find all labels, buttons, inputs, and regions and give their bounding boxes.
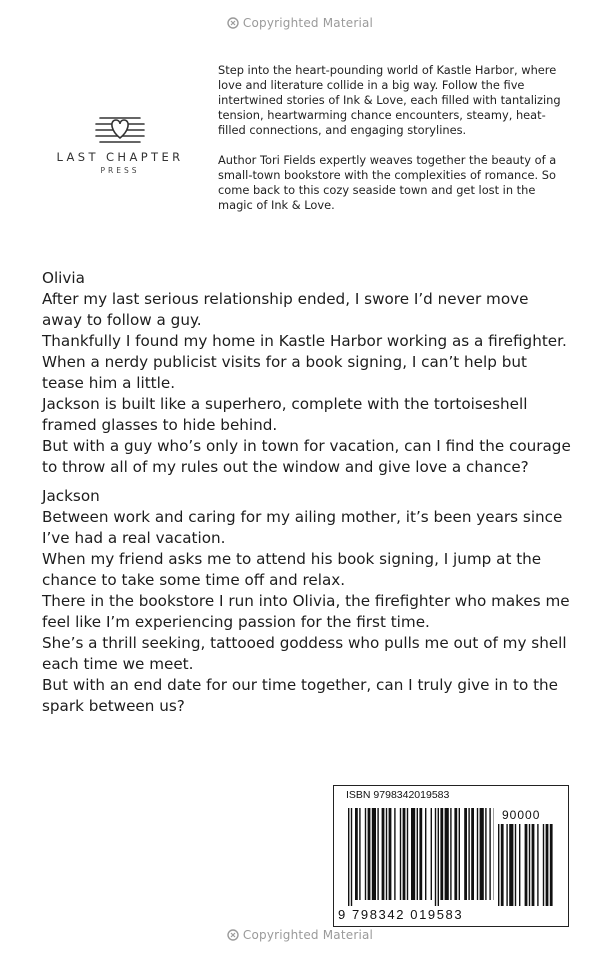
- story-line: After my last serious relationship ended, I swore I’d never move away to follow a guy.: [42, 290, 529, 329]
- barcode-bar: [546, 824, 549, 906]
- barcode-bar: [480, 808, 484, 900]
- barcode-bar: [407, 808, 408, 900]
- barcode-bar: [529, 824, 530, 906]
- barcode-addon-digits: 90000: [502, 808, 541, 822]
- barcode-bar: [537, 824, 538, 906]
- story-line: Between work and caring for my ailing mother, it’s been years since I’ve had a real vacation.: [42, 508, 563, 547]
- barcode-bar: [348, 808, 349, 906]
- barcode-bar: [368, 808, 371, 900]
- barcode-bar: [377, 808, 378, 900]
- barcode-addon-bars: [498, 824, 554, 906]
- barcode-bar: [400, 808, 401, 900]
- barcode-bar: [550, 824, 553, 906]
- copyright-watermark-bottom: [0, 928, 600, 942]
- copyright-watermark-top: [0, 16, 600, 30]
- barcode-bar: [372, 808, 376, 900]
- barcode-bar: [386, 808, 387, 900]
- blurb-paragraph: Step into the heart-pounding world of Kastle Harbor, where love and literature collide in a big way. Follow the five intertwined stories of Ink & Love, each filled with tantalizing tension, heartwarming chance encounters, steamy, heat-filled connections, and engaging storylines.: [218, 63, 561, 137]
- barcode-bar: [440, 808, 443, 900]
- barcode-bar: [445, 808, 449, 900]
- barcode-bar: [454, 808, 457, 900]
- barcode-bar: [450, 808, 451, 900]
- barcode-bar: [359, 808, 360, 900]
- story-olivia: [42, 268, 572, 478]
- watermark-text: Copyrighted Material: [242, 928, 374, 942]
- blurb-paragraph: Author Tori Fields expertly weaves together the beauty of a small-town bookstore with the complexities of romance. So come back to this cozy seaside town and get lost in the magic of Ink & Love.: [218, 153, 557, 212]
- barcode-bar: [519, 824, 520, 906]
- barcode-bar: [509, 824, 513, 906]
- barcode-bar: [543, 824, 544, 906]
- isbn-label: ISBN 9798342019583: [346, 789, 450, 801]
- barcode-bar: [477, 808, 478, 900]
- barcode-bar: [425, 808, 426, 900]
- barcode-bar: [501, 824, 504, 906]
- back-cover-blurb: [218, 63, 570, 228]
- barcode-bar: [435, 808, 436, 906]
- story-character-name: Jackson: [42, 487, 100, 505]
- barcode-bar: [431, 808, 432, 900]
- barcode-bar: [403, 808, 406, 900]
- story-line: But with an end date for our time together, can I truly give in to the spark between us?: [42, 676, 559, 715]
- barcode-bars: [348, 808, 494, 906]
- story-line: When my friend asks me to attend his book signing, I jump at the chance to take some time off and relax.: [42, 550, 542, 589]
- barcode-bar: [365, 808, 366, 900]
- barcode-bar: [411, 808, 415, 900]
- watermark-logo-icon: [227, 17, 239, 29]
- barcode-bar: [419, 808, 422, 900]
- barcode-bar: [515, 824, 516, 906]
- barcode-bar: [355, 808, 358, 900]
- publisher-name: LAST CHAPTER: [56, 150, 184, 164]
- story-line: But with a guy who’s only in town for vacation, can I find the courage to throw all of my rules out the window and give love a chance?: [42, 437, 571, 476]
- barcode-bar: [532, 824, 535, 906]
- barcode-bar: [468, 808, 469, 900]
- watermark-logo-icon: [227, 929, 239, 941]
- barcode-bar: [498, 824, 499, 906]
- barcode-bar: [389, 808, 392, 900]
- barcode-bar: [417, 808, 418, 900]
- publisher-logo: [40, 108, 200, 175]
- barcode-bar: [394, 808, 395, 900]
- barcode-bar: [506, 824, 507, 906]
- story-jackson: [42, 486, 572, 717]
- barcode-digits: 9 798342 019583: [338, 907, 464, 922]
- story-line: Thankfully I found my home in Kastle Harbor working as a firefighter.: [42, 332, 567, 350]
- barcode-bar: [438, 808, 439, 906]
- barcode-bar: [471, 808, 474, 900]
- isbn-barcode: [333, 785, 569, 927]
- watermark-text: Copyrighted Material: [242, 16, 374, 30]
- barcode-bar: [351, 808, 352, 906]
- barcode-bar: [525, 824, 528, 906]
- story-line: She’s a thrill seeking, tattooed goddess who pulls me out of my shell each time we meet.: [42, 634, 567, 673]
- barcode-bar: [382, 808, 385, 900]
- barcode-bar: [464, 808, 467, 900]
- publisher-subtitle: PRESS: [100, 166, 140, 175]
- story-line: When a nerdy publicist visits for a book signing, I can’t help but tease him a little.: [42, 353, 527, 392]
- story-character-name: Olivia: [42, 269, 85, 287]
- barcode-bar: [459, 808, 460, 900]
- story-line: There in the bookstore I run into Olivia, the firefighter who makes me feel like I’m experiencing passion for the first time.: [42, 592, 570, 631]
- book-heart-icon: [92, 108, 148, 146]
- barcode-bar: [489, 808, 490, 900]
- barcode-bar: [485, 808, 486, 900]
- story-line: Jackson is built like a superhero, complete with the tortoiseshell framed glasses to hide behind.: [42, 395, 528, 434]
